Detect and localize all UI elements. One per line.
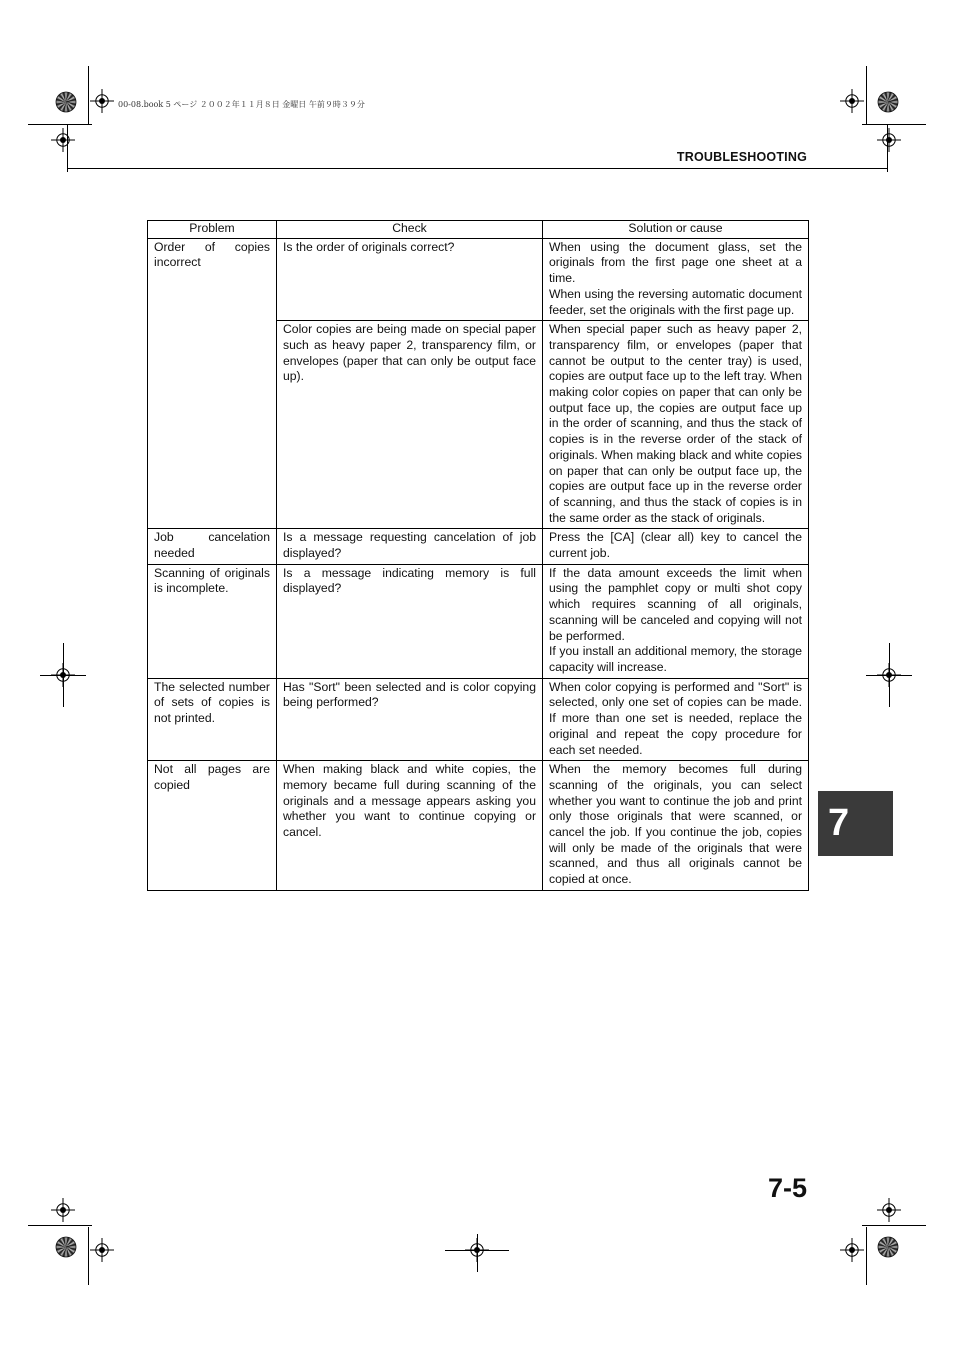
registration-crosshair-icon <box>875 1196 903 1224</box>
crop-line <box>28 124 92 125</box>
check-cell: Is a message requesting cancelation of job displayed? <box>277 529 543 564</box>
problem-cell: The selected number of sets of copies is not printed. <box>148 678 277 761</box>
crop-line <box>866 1227 867 1285</box>
registration-crosshair-icon <box>88 87 116 115</box>
page-number: 7-5 <box>767 1173 807 1203</box>
header-rule <box>67 168 887 169</box>
crop-line <box>477 1234 478 1272</box>
check-cell: Color copies are being made on special paper such as heavy paper 2, transparency film, or envelopes (paper that can only be output face up). <box>277 321 543 529</box>
problem-cell: Job cancelation needed <box>148 529 277 564</box>
solution-paragraph: When the memory becomes full during scanning of the originals, you can select whether you want to continue the job and print only those originals that were scanned, or cancel the job. If you continue the job, copies will only be made of the originals that were scanned, and thus all originals cannot be copied at once. <box>549 762 802 887</box>
registration-crosshair-icon <box>88 1236 116 1264</box>
table-row <box>148 678 809 761</box>
troubleshooting-table-container <box>147 220 808 891</box>
check-cell: When making black and white copies, the memory became full during scanning of the originals and a message appears asking you whether you want to continue copying or cancel. <box>277 761 543 891</box>
crop-line <box>889 643 890 707</box>
table-header-row <box>148 221 809 239</box>
crop-line <box>862 1225 926 1226</box>
crop-line <box>862 124 926 125</box>
registration-crosshair-icon <box>838 87 866 115</box>
chapter-tab: 7 <box>818 791 893 856</box>
registration-crosshair-icon <box>49 1196 77 1224</box>
color-target-icon <box>877 1236 899 1258</box>
solution-paragraph: When using the document glass, set the originals from the first page one sheet at a time. <box>549 239 802 286</box>
table-row <box>148 564 809 678</box>
solution-paragraph: If you install an additional memory, the storage capacity will increase. <box>549 644 802 674</box>
table-row <box>148 238 809 321</box>
crop-line <box>866 66 867 124</box>
solution-paragraph: When color copying is performed and "Sort" is selected, only one set of copies can be made. If more than one set is needed, replace the original and repeat the copy procedure for each set needed. <box>549 679 802 757</box>
table-row <box>148 761 809 891</box>
column-header-check: Check <box>277 221 543 239</box>
section-title: TROUBLESHOOTING <box>676 150 807 164</box>
troubleshooting-table <box>147 220 809 891</box>
problem-cell: Not all pages are copied <box>148 761 277 891</box>
crop-line <box>63 643 64 707</box>
solution-cell <box>543 564 809 678</box>
color-target-icon <box>55 1236 77 1258</box>
registration-crosshair-icon <box>49 126 77 154</box>
crop-line <box>28 1225 92 1226</box>
check-cell: Is the order of originals correct? <box>277 238 543 321</box>
registration-crosshair-icon <box>875 126 903 154</box>
solution-paragraph: If the data amount exceeds the limit when using the pamphlet copy or multi shot copy which requires scanning of all originals, scanning will be canceled and copying will not be performed. <box>549 565 802 643</box>
solution-paragraph: Press the [CA] (clear all) key to cancel the current job. <box>549 530 802 561</box>
solution-paragraph: When using the reversing automatic document feeder, set the originals with the first page up. <box>549 286 802 317</box>
solution-cell <box>543 529 809 564</box>
print-slug: 00-08.book 5 ページ ２００２年１１月８日 金曜日 午前９時３９分 <box>118 100 365 109</box>
solution-cell <box>543 678 809 761</box>
column-header-problem: Problem <box>148 221 277 239</box>
check-cell: Has "Sort" been selected and is color copying being performed? <box>277 678 543 761</box>
color-target-icon <box>55 91 77 113</box>
solution-cell <box>543 321 809 529</box>
color-target-icon <box>877 91 899 113</box>
solution-cell <box>543 238 809 321</box>
registration-crosshair-icon <box>838 1236 866 1264</box>
solution-paragraph: When special paper such as heavy paper 2, transparency film, or envelopes (paper that cannot be output to the center tray) is used, copies are output face up to the left tray. When making color copies on paper that can only be output face up, the copies are output face up in the order of scanning, and thus the stack of copies is in the reverse order of the stack of originals. When making black and white copies on paper that can only be output face up, the copies are output face up in the reverse order of scanning, and thus the stack of copies is in the same order as the stack of originals. <box>549 322 802 525</box>
column-header-solution: Solution or cause <box>543 221 809 239</box>
table-row <box>148 529 809 564</box>
check-cell: Is a message indicating memory is full displayed? <box>277 564 543 678</box>
solution-cell <box>543 761 809 891</box>
problem-cell: Order of copies incorrect <box>148 238 277 529</box>
problem-cell: Scanning of originals is incomplete. <box>148 564 277 678</box>
